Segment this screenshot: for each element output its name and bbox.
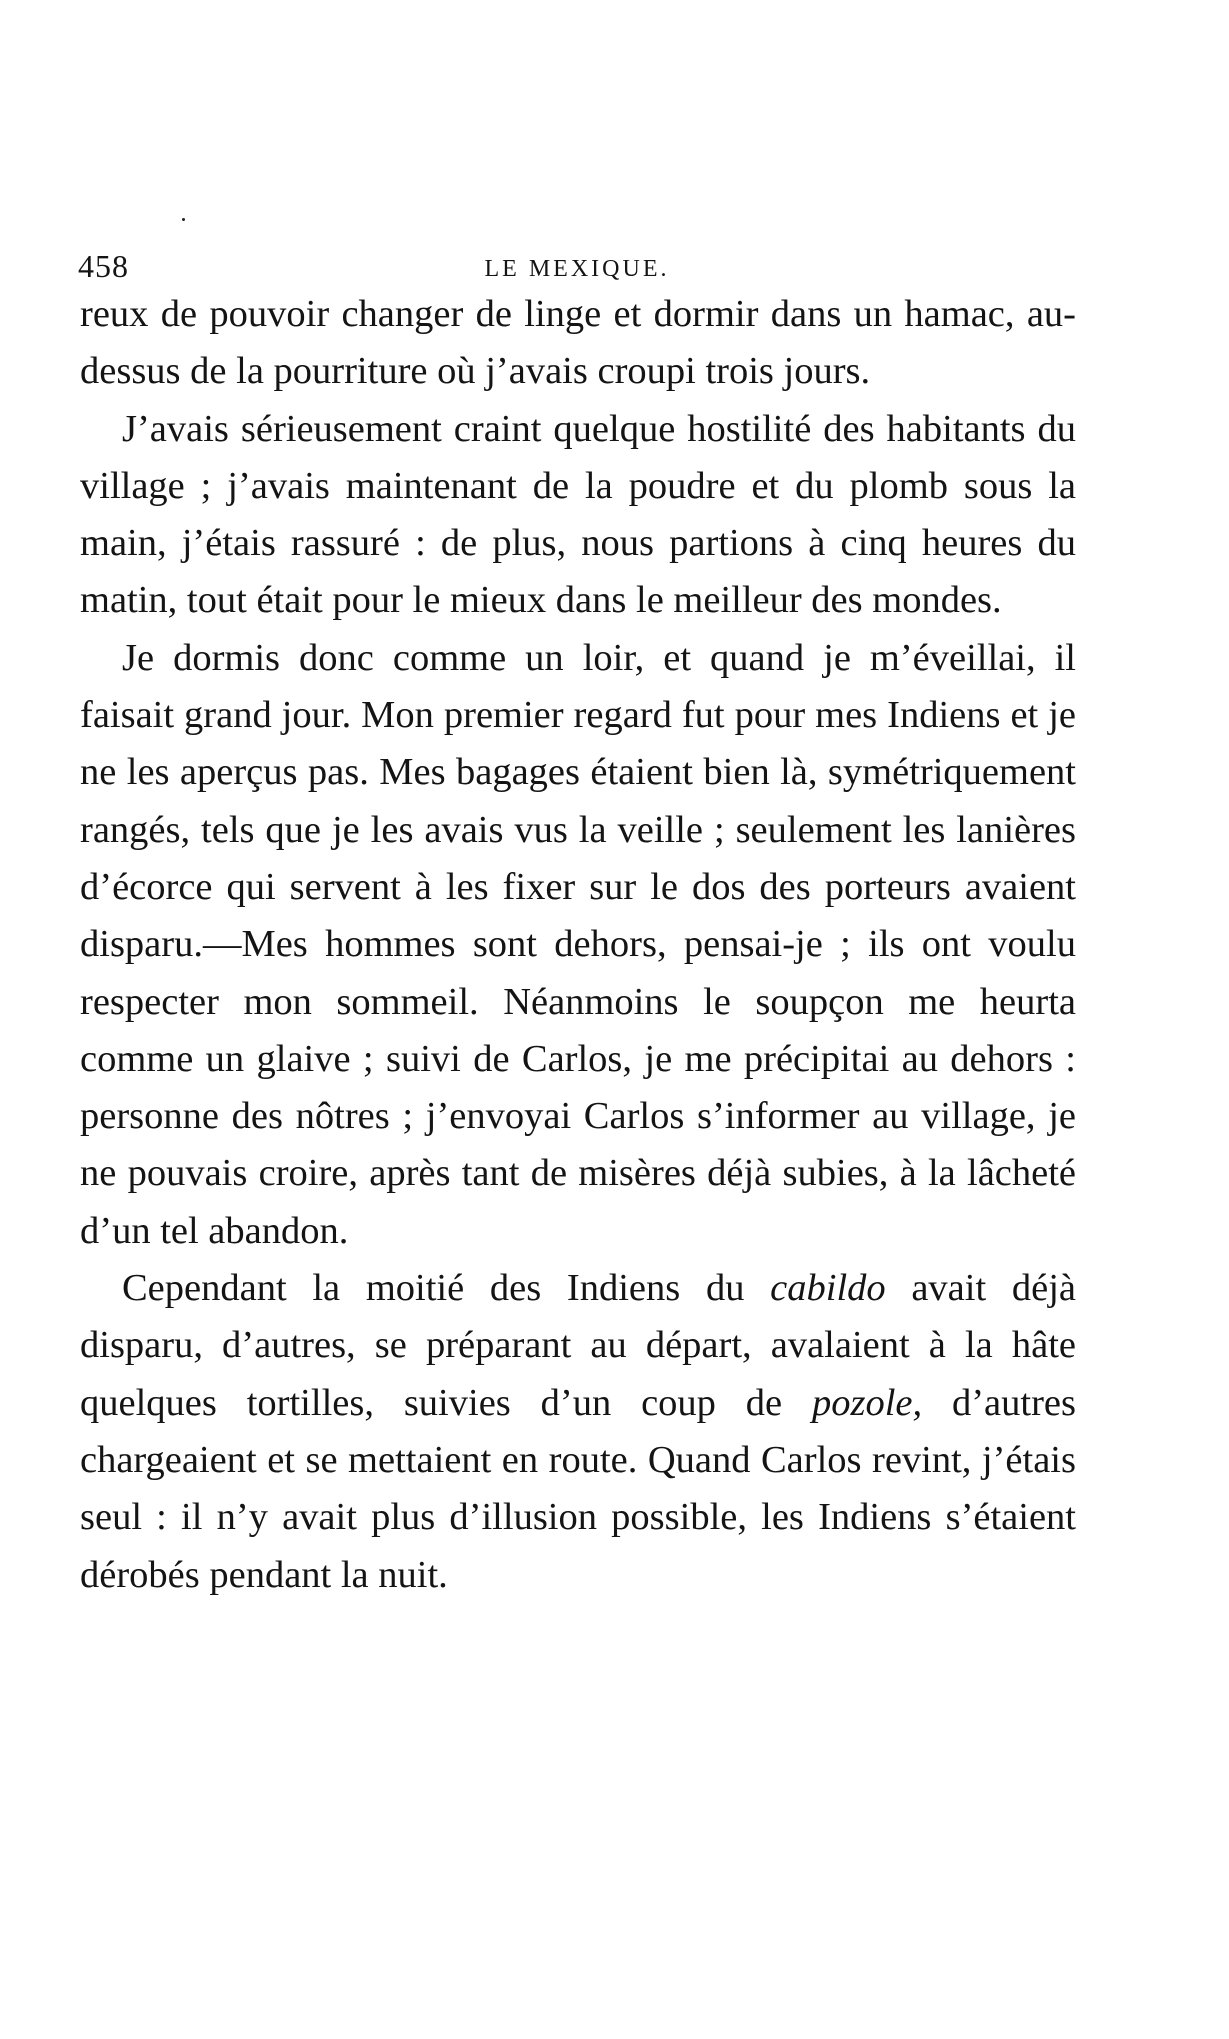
italic-word-pozole: pozole, (811, 1381, 923, 1424)
page-number: 458 (78, 248, 129, 284)
paragraph-3 (80, 630, 1076, 1260)
paragraph-1-text: reux de pouvoir changer de linge et dormir dans un hamac, au-dessus de la pourriture où j’avais croupi trois jours. (80, 293, 1076, 393)
running-title: LE MEXIQUE. (484, 256, 670, 282)
print-speck (182, 218, 185, 221)
body-text (80, 286, 1076, 1604)
paragraph-2 (80, 401, 1076, 630)
paragraph-4-text-a: Cependant la moitié des Indiens du (122, 1267, 771, 1310)
paragraph-4 (80, 1260, 1076, 1604)
paragraph-2-text: J’avais sérieusement craint quelque hostilité des habitants du village ; j’avais maintenant de la poudre et du plomb sous la main, j’étais rassuré : de plus, nous partions à cinq heures du matin, tout était pour le mieux dans le meilleur des mondes. (80, 407, 1076, 622)
paragraph-3-text: Je dormis donc comme un loir, et quand je m’éveillai, il faisait grand jour. Mon premier regard fut pour mes Indiens et je ne les aperçus pas. Mes bagages étaient bien là, symétriquement rangés, tels que je les avais vus la veille ; seulement les lanières d’écorce qui servent à les fixer sur le dos des porteurs avaient disparu.—Mes hommes sont dehors, pensai-je ; ils ont voulu respecter mon sommeil. Néanmoins le soupçon me heurta comme un glaive ; suivi de Carlos, je me précipitai au dehors : personne des nôtres ; j’envoyai Carlos s’informer au village, je ne pouvais croire, après tant de misères déjà subies, à la lâcheté d’un tel abandon. (80, 636, 1076, 1252)
paragraph-4-text-c: d’autres chargeaient et se mettaient en route. Quand Carlos revint, j’étais seul : il n’y avait plus d’illusion possible, les Indiens s’étaient dérobés pendant la nuit. (80, 1381, 1076, 1596)
paragraph-4-text-b: avait déjà disparu, d’autres, se préparant au départ, avalaient à la hâte quelques tortilles, suivies d’un coup de (80, 1267, 1076, 1424)
italic-word-cabildo: cabildo (770, 1267, 886, 1310)
paragraph-1 (80, 286, 1076, 401)
